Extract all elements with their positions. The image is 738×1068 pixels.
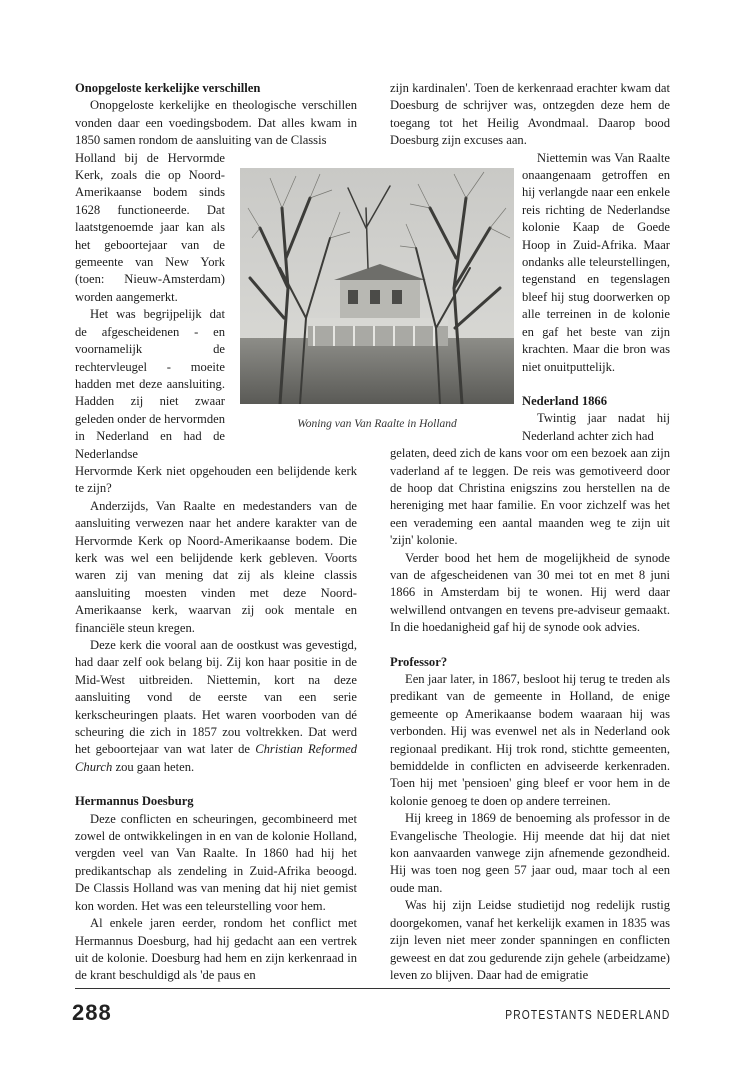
paragraph: Niettemin was Van Raalte onaangenaam getroffen en hij verlangde naar een enkele reis richting de Nederlandse kolonie Kaap de Goede Hoop in Zuid-Afrika. Maar ondanks alle teleurstellingen, tegenstand en tegenslagen bleef hij stug doorwerken op alle terreinen in de kolonie en gaf het beste van zijn krachten. Maar die bron was niet onuitputtelijk. [522,150,670,374]
paragraph: Al enkele jaren eerder, rondom het conflict met Hermannus Doesburg, had hij gedacht aan een vertrek uit de kolonie. Doesburg had hem en zijn kerkenraad in de krant beschuldigd als 'de paus en [75,916,357,983]
paragraph: Het was begrijpelijk dat de afgescheidenen - en voornamelijk de rechtervleugel - moeite hadden met deze aansluiting. Hadden zij niet zwaar geleden onder de hervormden in Nederland en had de Nederlandse [75,307,226,461]
footer-rule [75,988,670,989]
paragraph: Verder bood het hem de mogelijkheid de synode van de afgescheidenen van 30 mei tot en met 8 juni 1866 in Amsterdam bij te wonen. Hij werd daar welwillend ontvangen en tevens pre-adviseur gemaakt. In die hoedanigheid gaf hij de synode ook advies. [390,550,670,635]
right-column [390,80,670,984]
heading-nederland-1866: Nederland 1866 [522,393,608,408]
paragraph: Hervormde Kerk niet opgehouden een belijdende kerk te zijn? [75,463,357,496]
paragraph: Onopgeloste kerkelijke en theologische verschillen vonden daar een voedingsbodem. Dat alles kwam in 1850 samen rondom de aansluiting van de Classis [75,98,357,148]
paragraph: zijn kardinalen'. Toen de kerkenraad erachter kwam dat Doesburg de schrijver was, ontzegden deze hem de toegang tot het Heilig Avondmaal. Daarop bood Doesburg zijn excuses aan. [390,81,670,148]
page-number: 288 [72,1000,112,1025]
heading-doesburg: Hermannus Doesburg [75,794,194,809]
paragraph: Twintig jaar nadat hij Nederland achter zich had [522,411,670,443]
paragraph: gelaten, deed zich de kans voor om een bezoek aan zijn vaderland af te leggen. De reis was gemotiveerd door de hoop dat Christina enigszins zou herstellen na de hereniging met haar familie. En voor zichzelf was het een verademing een aantal maanden weg te zijn uit 'zijn' kolonie. [390,446,670,548]
paragraph: Was hij zijn Leidse studietijd nog redelijk rustig doorgekomen, vanaf het kerkelijk examen in 1835 was zijn leven niet meer zonder spanningen en conflicten geweest en dat zou gedurende zijn gehele (arbeidzame) leven zo blijven. Daar had de emigratie [390,898,670,982]
paragraph: Holland bij de Hervormde Kerk, zoals die op Noord-Amerikaanse bodem sinds 1628 functioneerde. Dat laatstgenoemde jaar kan als het geboortejaar van de gemeente van New York (toen: Nieuw-Amsterdam) worden aangemerkt. [75,150,225,304]
paragraph: Deze conflicten en scheuringen, gecombineerd met zowel de ontwikkelingen in en van de kolonie Holland, vergden veel van Van Raalte. In 1860 had hij het predikantschap als zendeling in Zuid-Afrika beoogd. De Classis Holland was van mening dat hij niet gemist kon worden. Het was een teleurstelling voor hem. [75,811,357,913]
heading-onopgeloste: Onopgeloste kerkelijke verschillen [75,81,261,95]
journal-title: PROTESTANTS NEDERLAND [504,1008,670,1022]
paragraph: Hij kreeg in 1869 de benoeming als professor in de Evangelische Theologie. Hij meende dat hij dat niet kon aanvaarden vanwege zijn afnemende gezondheid. Hij was toen nog geen 57 jaar oud, maar toch al een oude man. [390,811,670,895]
paragraph: Anderzijds, Van Raalte en medestanders van de aansluiting verwezen naar het andere karakter van de Hervormde Kerk op Noord-Amerikaanse bodem. Die kerk was wel een belijdende kerk gebleven. Voorts waren zij van mening dat zij als kleine classis aansluiting moesten vinden met deze Noord-Amerikaanse kerk, waarvan zij ook mentale en financiële steun kregen. [75,498,357,635]
paragraph: Deze kerk die vooral aan de oostkust was gevestigd, had daar zelf ook belang bij. Zij kon haar positie in de Mid-West uitbreiden. Niettemin, kort na deze aansluiting vond de eerste van een serie kerkscheuringen plaats. Het waren voorboden van dé scheuring die zich in 1857 zou voltrekken. Dat werd het geboortejaar van wat later de Christian Reformed Church zou gaan heten. [75,638,357,774]
heading-professor: Professor? [390,654,448,669]
paragraph: Een jaar later, in 1867, besloot hij terug te treden als predikant van de gemeente in Holland, de enige gemeente op Amerikaanse bodem waaraan hij was verbonden. Hij was evenwel net als in Nederland ook regionaal predikant. Hij trok rond, stichtte gemeenten, bemiddelde in conflicten en adviseerde kerkenraden. Toen hij met 'pensioen' ging bleef er voor hem in de kolonie genoeg te doen op andere terreinen. [390,672,670,808]
photo-caption: Woning van Van Raalte in Holland [297,418,457,430]
